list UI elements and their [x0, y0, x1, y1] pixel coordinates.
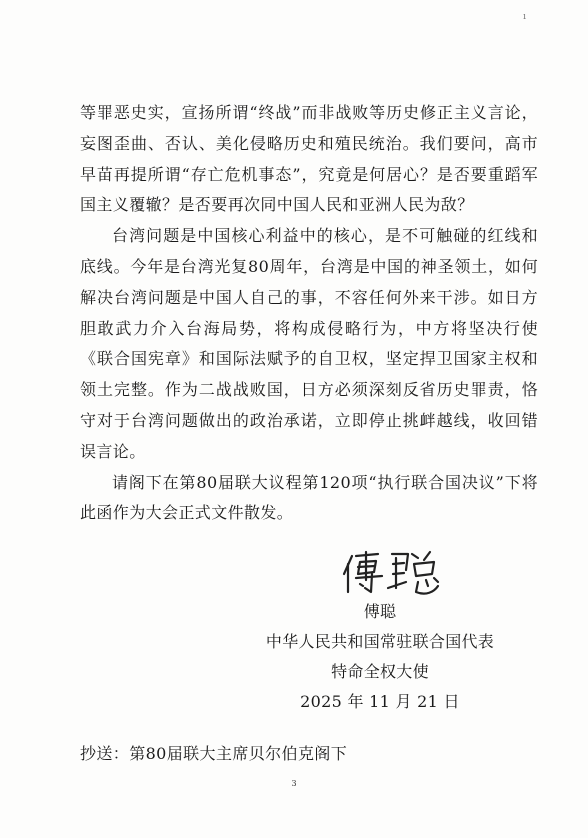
signer-block	[260, 597, 500, 717]
paragraph-request: 请阁下在第80届联大议程第120项“执行联合国决议”下将此函作为大会正式文件散发。	[80, 472, 538, 523]
signer-rank: 特命全权大使	[331, 662, 429, 681]
signer-title: 中华人民共和国常驻联合国代表	[265, 632, 495, 651]
letter-date: 2025 年 11 月 21 日	[300, 692, 460, 711]
paragraph-continuation: 等罪恶史实，宣扬所谓“终战”而非战败等历史修正主义言论，妄图歪曲、否认、美化侵略历史和殖民统治。我们要问，高市早苗再提所谓“存亡危机事态”，究竟是何居心？是否要重蹈军国主义覆辙？是否要再次同中国人民和亚洲人民为敌？	[80, 103, 538, 215]
letter-body	[80, 98, 538, 529]
cc-line: 抄送：第80届联大主席贝尔伯克阁下	[80, 744, 348, 763]
handwritten-signature	[338, 548, 448, 598]
paragraph-taiwan: 台湾问题是中国核心利益中的核心，是不可触碰的红线和底线。今年是台湾光复80周年，台湾是中国的神圣领土，如何解决台湾问题是中国人自己的事，不容任何外来干涉。如日方胆敢武力介入台海局势，将构成侵略行为，中方将坚决行使《联合国宪章》和国际法赋予的自卫权，坚定捍卫国家主权和领土完整。作为二战战败国，日方必须深刻反省历史罪责，恪守对于台湾问题做出的政治承诺，立即停止挑衅越线，收回错误言论。	[80, 226, 538, 461]
corner-mark: ı	[523, 12, 526, 22]
signer-name: 傅聪	[363, 602, 397, 621]
page-number: 3	[291, 779, 297, 788]
